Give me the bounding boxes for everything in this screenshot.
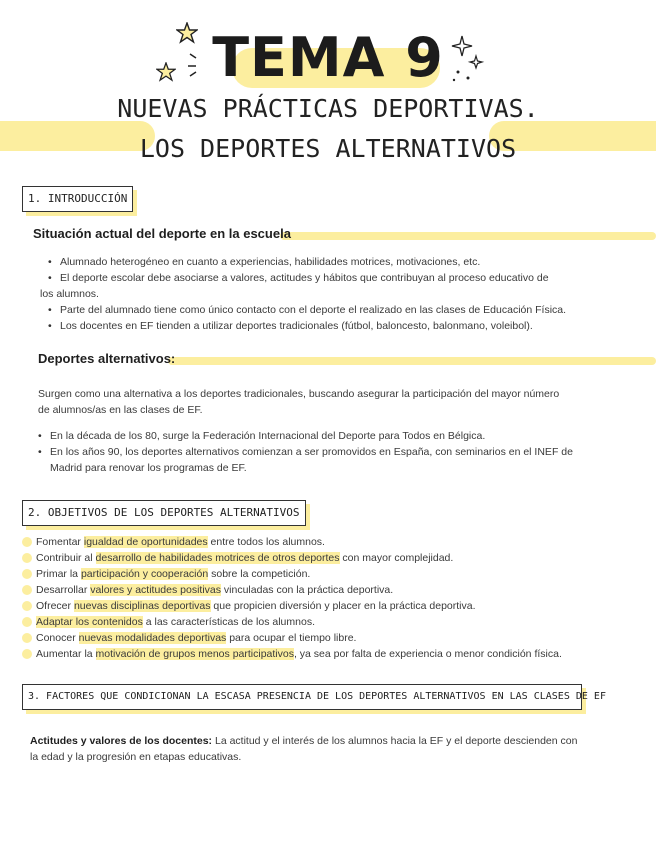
historia-list bbox=[30, 428, 640, 476]
list-item: • En los años 90, los deportes alternativos comienzan a ser promovidos en España, con seminarios en el INEF de bbox=[30, 444, 640, 460]
objective-item bbox=[22, 566, 642, 582]
paragraph-line: de alumnos/as en las clases de EF. bbox=[38, 404, 203, 416]
objective-post: a las características de los alumnos. bbox=[142, 616, 315, 628]
list-item: • En la década de los 80, surge la Federación Internacional del Deporte para Todos en Bélgica. bbox=[30, 428, 640, 444]
paragraph-line bbox=[30, 733, 640, 749]
objective-highlight: valores y actitudes positivas bbox=[90, 584, 221, 596]
list-item: • El deporte escolar debe asociarse a valores, actitudes y hábitos que contribuyan al proceso educativo de bbox=[40, 270, 640, 286]
paragraph-line: Surgen como una alternativa a los deportes tradicionales, buscando asegurar la participación del mayor número bbox=[38, 388, 560, 400]
subtitle-line-2: LOS DEPORTES ALTERNATIVOS bbox=[139, 134, 517, 163]
objective-pre: Aumentar la bbox=[36, 648, 96, 660]
objective-post: con mayor complejidad. bbox=[339, 552, 454, 564]
list-item: • Parte del alumnado tiene como único contacto con el deporte el realizado en las clases de Educación Física. bbox=[40, 302, 640, 318]
objective-item bbox=[22, 582, 642, 598]
subheading-underline bbox=[168, 357, 656, 365]
objective-highlight: Adaptar los contenidos bbox=[36, 616, 143, 628]
objective-item bbox=[22, 630, 642, 646]
bullet-dot bbox=[22, 633, 32, 643]
list-item-continuation: Madrid para renovar los programas de EF. bbox=[50, 462, 247, 474]
list-item: • Alumnado heterogéneo en cuanto a experiencias, habilidades motrices, motivaciones, etc. bbox=[40, 254, 640, 270]
objective-pre: Conocer bbox=[36, 632, 79, 644]
objective-highlight: participación y cooperación bbox=[80, 568, 209, 580]
objective-post: vinculadas con la práctica deportiva. bbox=[221, 584, 394, 596]
bullet-dot bbox=[22, 553, 32, 563]
objective-highlight: nuevas disciplinas deportivas bbox=[73, 600, 211, 612]
list-item: • Los docentes en EF tienden a utilizar deportes tradicionales (fútbol, baloncesto, balonmano, voleibol). bbox=[40, 318, 640, 334]
section-heading-objetivos: 2. OBJETIVOS DE LOS DEPORTES ALTERNATIVOS bbox=[22, 500, 306, 526]
factores-paragraph bbox=[30, 733, 640, 765]
bullet-dot bbox=[22, 649, 32, 659]
objective-post: sobre la competición. bbox=[208, 568, 311, 580]
objective-highlight: nuevas modalidades deportivas bbox=[78, 632, 227, 644]
objective-item bbox=[22, 550, 642, 566]
objective-pre: Fomentar bbox=[36, 536, 84, 548]
list-item-continuation: los alumnos. bbox=[40, 288, 99, 300]
objective-pre: Desarrollar bbox=[36, 584, 91, 596]
subheading-underline bbox=[280, 232, 656, 240]
factor-label: Actitudes y valores de los docentes: bbox=[30, 735, 213, 747]
objective-item bbox=[22, 534, 642, 550]
section-heading-factores: 3. FACTORES QUE CONDICIONAN LA ESCASA PRESENCIA DE LOS DEPORTES ALTERNATIVOS EN LAS CLASES DE EF bbox=[22, 684, 582, 710]
page-title: TEMA 9 bbox=[212, 26, 444, 89]
objective-post: , ya sea por falta de experiencia o menor condición física. bbox=[293, 648, 562, 660]
bullet-dot bbox=[22, 585, 32, 595]
paragraph-line: la edad y la progresión en etapas educativas. bbox=[30, 751, 242, 763]
situacion-list bbox=[40, 254, 640, 334]
objective-item bbox=[22, 598, 642, 614]
objective-highlight: motivación de grupos menos participativos bbox=[95, 648, 294, 660]
objective-item bbox=[22, 614, 642, 630]
objective-highlight: igualdad de oportunidades bbox=[83, 536, 208, 548]
objective-pre: Primar la bbox=[36, 568, 81, 580]
subheading-situacion: Situación actual del deporte en la escuela bbox=[33, 226, 291, 241]
subtitle-line-1: NUEVAS PRÁCTICAS DEPORTIVAS. bbox=[117, 94, 539, 123]
bullet-dot bbox=[22, 537, 32, 547]
subheading-deportes-alternativos: Deportes alternativos: bbox=[38, 351, 176, 366]
objective-post: entre todos los alumnos. bbox=[207, 536, 325, 548]
objective-highlight: desarrollo de habilidades motrices de otros deportes bbox=[95, 552, 340, 564]
intro-paragraph bbox=[38, 386, 638, 418]
objetivos-list bbox=[22, 534, 642, 662]
bullet-dot bbox=[22, 617, 32, 627]
objective-pre: Ofrecer bbox=[36, 600, 74, 612]
bullet-dot bbox=[22, 601, 32, 611]
objective-item bbox=[22, 646, 642, 662]
objective-post: que propicien diversión y placer en la práctica deportiva. bbox=[210, 600, 476, 612]
bullet-dot bbox=[22, 569, 32, 579]
section-heading-introduccion: 1. INTRODUCCIÓN bbox=[22, 186, 133, 212]
factor-text: La actitud y el interés de los alumnos hacia la EF y el deporte descienden con bbox=[212, 735, 578, 747]
objective-post: para ocupar el tiempo libre. bbox=[226, 632, 357, 644]
objective-pre: Contribuir al bbox=[36, 552, 96, 564]
